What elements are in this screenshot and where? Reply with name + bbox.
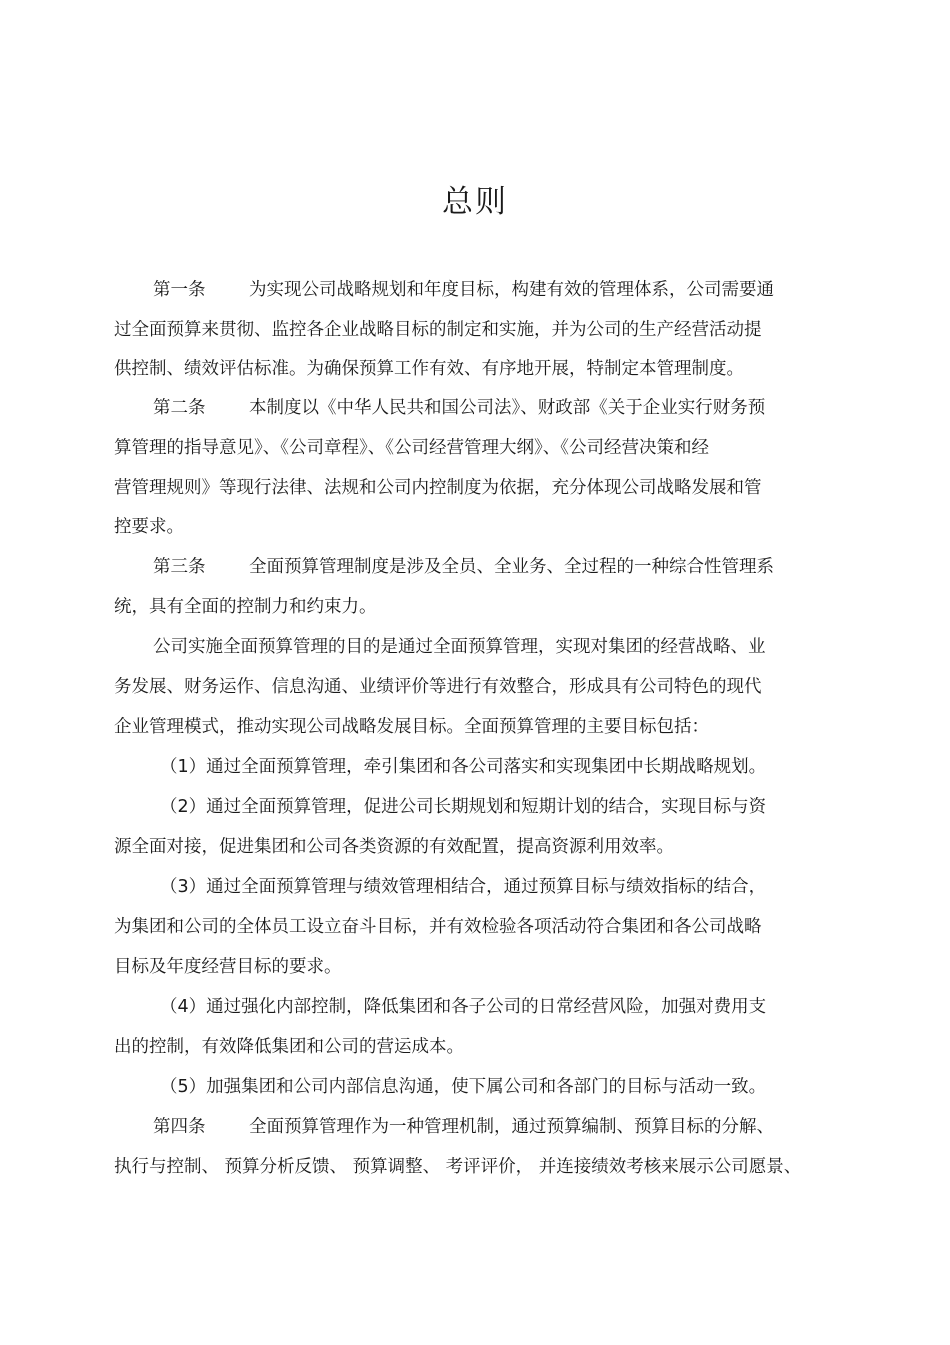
goal-item-2-line-2: 源全面对接，促进集团和公司各类资源的有效配置，提高资源利用效率。 [114, 837, 674, 857]
goal-item-3-line-2: 为集团和公司的全体员工设立奋斗目标，并有效检验各项活动符合集团和各公司战略 [114, 917, 762, 937]
page-title: 总则 [442, 184, 508, 220]
article-number: 第三条 [153, 557, 206, 577]
article-3-line-2: 统，具有全面的控制力和约束力。 [114, 597, 377, 617]
paragraph-line: 公司实施全面预算管理的目的是通过全面预算管理，实现对集团的经营战略、业 [153, 637, 766, 657]
article-4-line-1 [153, 1115, 774, 1139]
article-number: 第一条 [153, 280, 206, 300]
article-text: 本制度以《中华人民共和国公司法》、财政部《关于企业实行财务预 [249, 398, 766, 418]
article-1-line-3: 供控制、绩效评估标准。为确保预算工作有效、有序地开展，特制定本管理制度。 [114, 359, 744, 379]
paragraph-line: 企业管理模式，推动实现公司战略发展目标。全面预算管理的主要目标包括： [114, 717, 709, 737]
goal-item-3-line-1: （3）通过全面预算管理与绩效管理相结合，通过预算目标与绩效指标的结合， [160, 877, 767, 897]
article-4-line-2: 执行与控制、 预算分析反馈、 预算调整、 考评评价， 并连接绩效考核来展示公司愿景、 [114, 1157, 802, 1177]
article-2-line-1 [153, 396, 765, 420]
article-number: 第四条 [153, 1117, 206, 1137]
paragraph-line: 务发展、财务运作、信息沟通、业绩评价等进行有效整合，形成具有公司特色的现代 [114, 677, 762, 697]
article-2-line-3: 营管理规则》等现行法律、法规和公司内控制度为依据，充分体现公司战略发展和管 [114, 478, 762, 498]
article-1-line-1 [153, 278, 774, 302]
article-1-line-2: 过全面预算来贯彻、监控各企业战略目标的制定和实施，并为公司的生产经营活动提 [114, 320, 762, 340]
article-text: 为实现公司战略规划和年度目标，构建有效的管理体系，公司需要通 [249, 280, 774, 300]
article-text: 全面预算管理制度是涉及全员、全业务、全过程的一种综合性管理系 [249, 557, 774, 577]
article-3-line-1 [153, 555, 774, 579]
goal-item-4-line-2: 出的控制，有效降低集团和公司的营运成本。 [114, 1037, 464, 1057]
goal-item-1: （1）通过全面预算管理，牵引集团和各公司落实和实现集团中长期战略规划。 [160, 757, 767, 777]
article-number: 第二条 [153, 398, 206, 418]
article-2-line-4: 控要求。 [114, 517, 184, 537]
goal-item-3-line-3: 目标及年度经营目标的要求。 [114, 957, 342, 977]
article-2-line-2: 算管理的指导意见》、《公司章程》、《公司经营管理大纲》、《公司经营决策和经 [114, 438, 709, 458]
goal-item-5: （5）加强集团和公司内部信息沟通，使下属公司和各部门的目标与活动一致。 [160, 1077, 767, 1097]
goal-item-4-line-1: （4）通过强化内部控制，降低集团和各子公司的日常经营风险，加强对费用支 [160, 997, 767, 1017]
goal-item-2-line-1: （2）通过全面预算管理，促进公司长期规划和短期计划的结合，实现目标与资 [160, 797, 767, 817]
article-text: 全面预算管理作为一种管理机制，通过预算编制、预算目标的分解、 [249, 1117, 774, 1137]
